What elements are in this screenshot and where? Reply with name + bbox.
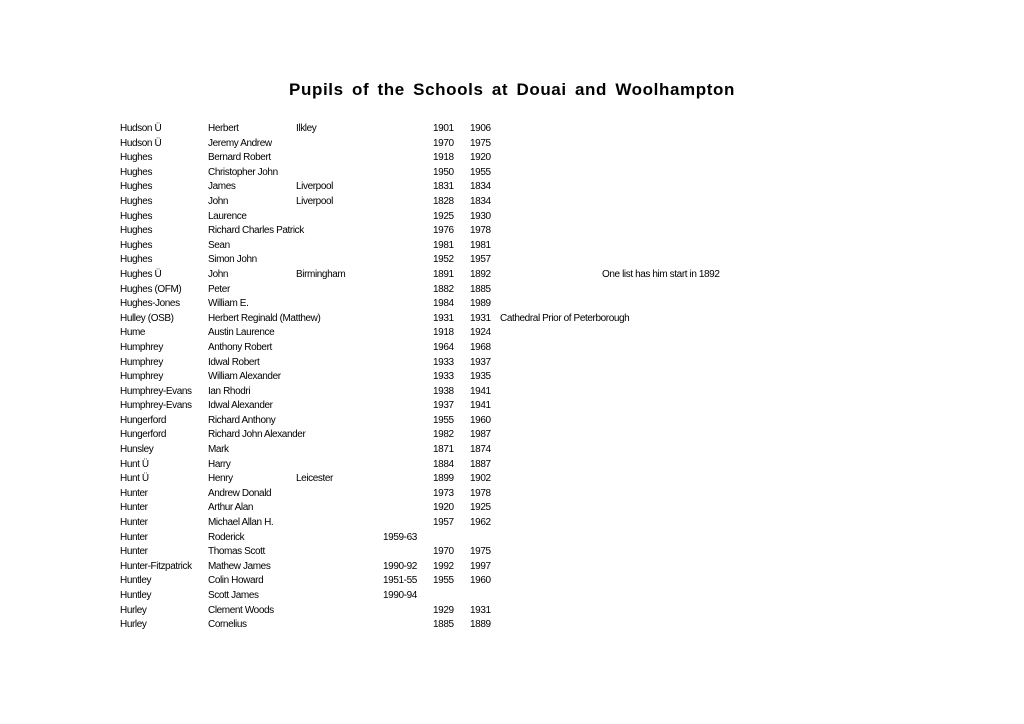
table-row	[0, 618, 1024, 633]
year-to-cell: 1975	[470, 546, 491, 558]
surname-cell: Huntley	[120, 590, 152, 601]
year-from-cell: 1831	[433, 181, 454, 193]
year-to-cell: 1978	[470, 487, 491, 499]
surname-cell: Hunter	[120, 502, 148, 514]
place-cell: Leicester	[296, 473, 333, 485]
forenames-cell: Mark	[208, 444, 229, 456]
surname-cell: Hughes	[120, 152, 153, 164]
table-row	[0, 458, 1024, 473]
table-row	[0, 180, 1024, 195]
forenames-cell: William Alexander	[208, 371, 281, 383]
year-from-cell: 1976	[433, 225, 454, 237]
year-to-cell: 1978	[470, 225, 491, 237]
table-row	[0, 487, 1024, 502]
year-from-cell: 1884	[433, 458, 454, 470]
year-to-cell: 1989	[470, 298, 491, 310]
surname-cell: Hunter	[120, 517, 148, 529]
year-from-cell: 1992	[433, 560, 454, 572]
year-from-cell: 1929	[433, 604, 454, 616]
forenames-cell: Andrew Donald	[208, 487, 272, 499]
year-from-cell: 1982	[433, 429, 454, 441]
year-to-cell: 1885	[470, 283, 491, 295]
forenames-cell: Arthur Alan	[208, 502, 254, 514]
note-cell: Cathedral Prior of Peterborough	[500, 312, 630, 324]
year-from-cell: 1933	[433, 356, 454, 368]
surname-cell: Humphrey	[120, 371, 163, 383]
year-to-cell: 1920	[470, 152, 491, 164]
forenames-cell: Christopher John	[208, 166, 278, 178]
forenames-cell: Sean	[208, 239, 230, 251]
year-to-cell: 1834	[470, 195, 491, 207]
forenames-cell: Harry	[208, 458, 231, 470]
forenames-cell: Anthony Robert	[208, 341, 272, 353]
table-row	[0, 224, 1024, 239]
forenames-cell: Simon John	[208, 254, 257, 266]
remark-cell: One list has him start in 1892	[602, 268, 720, 280]
table-row	[0, 122, 1024, 137]
surname-cell: Humphrey	[120, 341, 163, 353]
forenames-cell: Clement Woods	[208, 604, 274, 616]
forenames-cell: Peter	[208, 283, 230, 295]
table-row	[0, 560, 1024, 575]
year-to-cell: 1874	[470, 444, 491, 456]
year-from-cell: 1891	[433, 268, 454, 280]
surname-cell: Hungerford	[120, 414, 167, 426]
year-to-cell: 1941	[470, 400, 491, 412]
prep-years-cell: 1951-55	[383, 575, 417, 587]
surname-cell: Hungerford	[120, 429, 167, 441]
place-cell: Ilkley	[296, 123, 317, 134]
year-from-cell: 1955	[433, 414, 454, 426]
year-from-cell: 1933	[433, 371, 454, 383]
forenames-cell: Henry	[208, 473, 233, 485]
table-row	[0, 151, 1024, 166]
year-to-cell: 1962	[470, 517, 491, 529]
year-to-cell: 1960	[470, 414, 491, 426]
year-from-cell: 1981	[433, 239, 454, 251]
table-row	[0, 428, 1024, 443]
year-to-cell: 1975	[470, 137, 491, 149]
year-to-cell: 1887	[470, 458, 491, 470]
forenames-cell: James	[208, 181, 236, 193]
table-row	[0, 210, 1024, 225]
forenames-cell: Idwal Alexander	[208, 400, 273, 412]
year-from-cell: 1901	[433, 123, 454, 134]
forenames-cell: Mathew James	[208, 560, 271, 572]
year-to-cell: 1931	[470, 312, 491, 324]
year-from-cell: 1937	[433, 400, 454, 412]
year-to-cell: 1968	[470, 341, 491, 353]
year-from-cell: 1984	[433, 298, 454, 310]
year-to-cell: 1834	[470, 181, 491, 193]
year-from-cell: 1925	[433, 210, 454, 222]
year-from-cell: 1918	[433, 327, 454, 339]
year-to-cell: 1889	[470, 619, 491, 631]
forenames-cell: Idwal Robert	[208, 356, 260, 368]
surname-cell: Hurley	[120, 619, 147, 631]
table-row	[0, 574, 1024, 589]
table-row	[0, 370, 1024, 385]
year-from-cell: 1970	[433, 137, 454, 149]
year-to-cell: 1955	[470, 166, 491, 178]
year-from-cell: 1899	[433, 473, 454, 485]
surname-cell: Hunter	[120, 531, 148, 543]
forenames-cell: Richard John Alexander	[208, 429, 306, 441]
surname-cell: Hunt Ü	[120, 458, 149, 470]
table-row	[0, 356, 1024, 371]
surname-cell: Hume	[120, 327, 146, 339]
table-row	[0, 137, 1024, 152]
forenames-cell: John	[208, 268, 229, 280]
surname-cell: Hurley	[120, 604, 147, 616]
forenames-cell: Laurence	[208, 210, 247, 222]
table-row	[0, 501, 1024, 516]
place-cell: Birmingham	[296, 268, 346, 280]
table-row	[0, 268, 1024, 283]
year-to-cell: 1931	[470, 604, 491, 616]
prep-years-cell: 1990-94	[383, 590, 417, 601]
surname-cell: Hughes	[120, 195, 153, 207]
surname-cell: Humphrey-Evans	[120, 400, 192, 412]
year-from-cell: 1952	[433, 254, 454, 266]
surname-cell: Hughes	[120, 254, 153, 266]
place-cell: Liverpool	[296, 181, 333, 193]
year-to-cell: 1906	[470, 123, 491, 134]
surname-cell: Hunsley	[120, 444, 154, 456]
surname-cell: Hunter	[120, 487, 148, 499]
table-row	[0, 472, 1024, 487]
pupil-list	[0, 122, 1024, 633]
year-to-cell: 1941	[470, 385, 491, 397]
surname-cell: Hughes	[120, 239, 153, 251]
surname-cell: Hunter	[120, 546, 148, 558]
forenames-cell: William E.	[208, 298, 249, 310]
forenames-cell: Michael Allan H.	[208, 517, 274, 529]
year-from-cell: 1964	[433, 341, 454, 353]
year-from-cell: 1885	[433, 619, 454, 631]
year-from-cell: 1828	[433, 195, 454, 207]
place-cell: Liverpool	[296, 195, 333, 207]
table-row	[0, 531, 1024, 546]
year-to-cell: 1957	[470, 254, 491, 266]
surname-cell: Hughes (OFM)	[120, 283, 182, 295]
surname-cell: Hudson Ü	[120, 123, 162, 134]
page-title: Pupils of the Schools at Douai and Woolhampton	[289, 80, 735, 99]
year-from-cell: 1871	[433, 444, 454, 456]
table-row	[0, 239, 1024, 254]
surname-cell: Hughes	[120, 166, 153, 178]
year-from-cell: 1920	[433, 502, 454, 514]
forenames-cell: Cornelius	[208, 619, 247, 631]
year-from-cell: 1957	[433, 517, 454, 529]
forenames-cell: Richard Charles Patrick	[208, 225, 304, 237]
year-to-cell: 1935	[470, 371, 491, 383]
table-row	[0, 283, 1024, 298]
surname-cell: Humphrey-Evans	[120, 385, 192, 397]
year-from-cell: 1950	[433, 166, 454, 178]
surname-cell: Hughes	[120, 210, 153, 222]
table-row	[0, 341, 1024, 356]
surname-cell: Hunter-Fitzpatrick	[120, 560, 192, 572]
year-from-cell: 1970	[433, 546, 454, 558]
year-from-cell: 1882	[433, 283, 454, 295]
prep-years-cell: 1990-92	[383, 560, 417, 572]
surname-cell: Hughes	[120, 181, 153, 193]
surname-cell: Hughes Ü	[120, 268, 162, 280]
table-row	[0, 253, 1024, 268]
forenames-cell: John	[208, 195, 229, 207]
forenames-cell: Ian Rhodri	[208, 385, 251, 397]
forenames-cell: Jeremy Andrew	[208, 137, 272, 149]
table-row	[0, 443, 1024, 458]
year-to-cell: 1925	[470, 502, 491, 514]
forenames-cell: Herbert	[208, 123, 239, 134]
year-from-cell: 1931	[433, 312, 454, 324]
forenames-cell: Austin Laurence	[208, 327, 275, 339]
forenames-cell: Colin Howard	[208, 575, 264, 587]
year-to-cell: 1892	[470, 268, 491, 280]
year-from-cell: 1918	[433, 152, 454, 164]
forenames-cell: Scott James	[208, 590, 259, 601]
surname-cell: Hulley (OSB)	[120, 312, 174, 324]
year-to-cell: 1924	[470, 327, 491, 339]
forenames-cell: Bernard Robert	[208, 152, 271, 164]
table-row	[0, 385, 1024, 400]
table-row	[0, 166, 1024, 181]
table-row	[0, 297, 1024, 312]
table-row	[0, 312, 1024, 327]
surname-cell: Hudson Ü	[120, 137, 162, 149]
year-to-cell: 1981	[470, 239, 491, 251]
year-to-cell: 1987	[470, 429, 491, 441]
surname-cell: Hunt Ü	[120, 473, 149, 485]
year-to-cell: 1902	[470, 473, 491, 485]
year-from-cell: 1938	[433, 385, 454, 397]
year-from-cell: 1955	[433, 575, 454, 587]
table-row	[0, 399, 1024, 414]
surname-cell: Humphrey	[120, 356, 163, 368]
surname-cell: Hughes	[120, 225, 153, 237]
table-row	[0, 545, 1024, 560]
surname-cell: Hughes-Jones	[120, 298, 180, 310]
prep-years-cell: 1959-63	[383, 531, 417, 543]
forenames-cell: Herbert Reginald (Matthew)	[208, 312, 321, 324]
year-from-cell: 1973	[433, 487, 454, 499]
surname-cell: Huntley	[120, 575, 152, 587]
year-to-cell: 1930	[470, 210, 491, 222]
year-to-cell: 1937	[470, 356, 491, 368]
table-row	[0, 414, 1024, 429]
table-row	[0, 516, 1024, 531]
forenames-cell: Thomas Scott	[208, 546, 265, 558]
table-row	[0, 589, 1024, 604]
forenames-cell: Roderick	[208, 531, 245, 543]
table-row	[0, 195, 1024, 210]
table-row	[0, 326, 1024, 341]
year-to-cell: 1997	[470, 560, 491, 572]
year-to-cell: 1960	[470, 575, 491, 587]
table-row	[0, 604, 1024, 619]
forenames-cell: Richard Anthony	[208, 414, 276, 426]
